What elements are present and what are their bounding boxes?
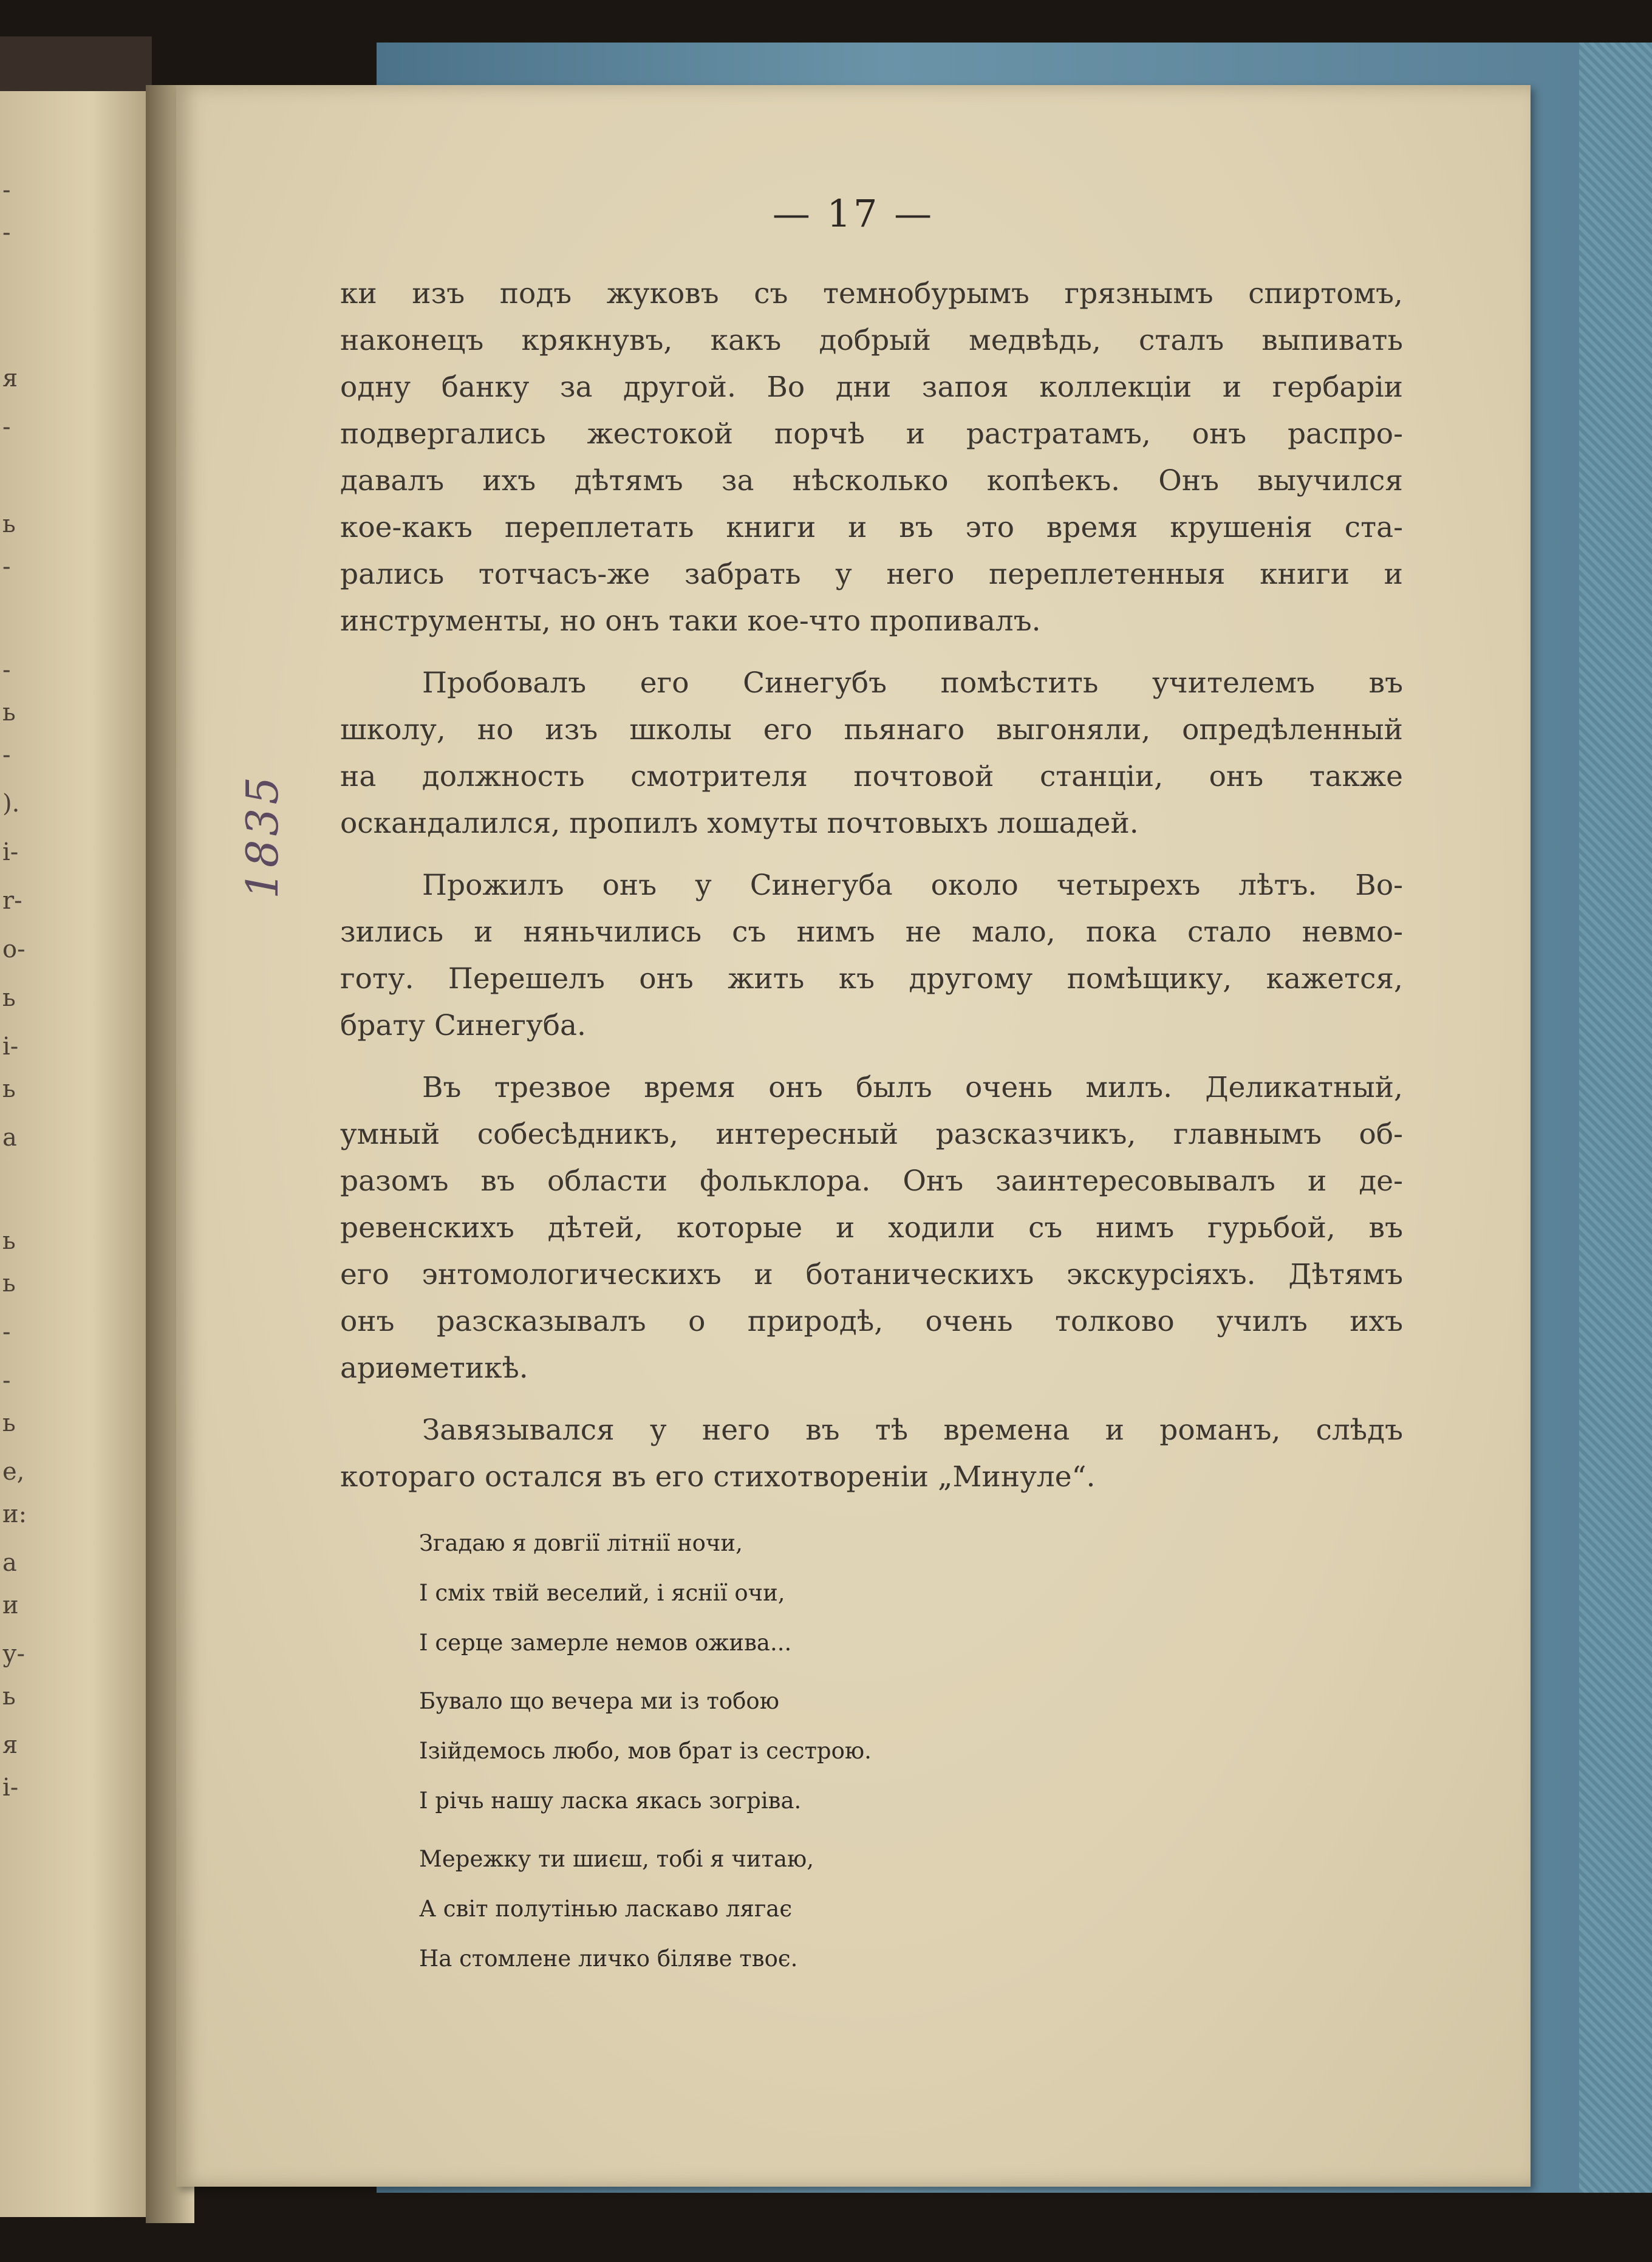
paragraph-gap	[340, 847, 1403, 862]
text-line: разомъ въ области фольклора. Онъ заинтересовывалъ и де-	[340, 1164, 1403, 1198]
left-page-fragment: у-	[2, 1640, 26, 1668]
paragraph	[340, 270, 1403, 644]
page-number: — 17 —	[772, 191, 935, 236]
text-line: оскандалился, пропилъ хомуты почтовыхъ лошадей.	[340, 807, 1139, 840]
poem-stanza	[419, 1519, 872, 1668]
left-page	[0, 91, 164, 2217]
stanza-gap	[419, 1826, 872, 1834]
poem-line: І сміх твій веселий, і яснії очи,	[419, 1580, 785, 1606]
text-line: брату Синегуба.	[340, 1009, 586, 1042]
left-page-fragment: -	[2, 1367, 11, 1395]
paragraph-gap	[340, 1392, 1403, 1407]
text-line: зились и няньчились съ нимъ не мало, пока стало невмо-	[340, 915, 1403, 949]
text-line: его энтомологическихъ и ботаническихъ экскурсіяхъ. Дѣтямъ	[340, 1258, 1403, 1291]
left-page-fragment: ь	[2, 699, 16, 726]
text-line: ки изъ подъ жуковъ съ темнобурымъ грязнымъ спиртомъ,	[340, 277, 1403, 310]
left-page-fragment: и:	[2, 1500, 27, 1528]
text-line: Въ трезвое время онъ былъ очень милъ. Деликатный,	[422, 1071, 1403, 1104]
paragraph	[340, 862, 1403, 1049]
poem-line: А світ полутінью ласкаво лягає	[419, 1896, 793, 1922]
left-page-fragment: ь	[2, 1409, 16, 1437]
left-page-fragment: -	[2, 176, 11, 204]
cover-board-edge	[1579, 43, 1652, 2193]
pencil-margin-note: 1835	[237, 773, 288, 899]
poem-line: Мережку ти шиєш, тобі я читаю,	[419, 1846, 814, 1872]
left-page-fragment: я	[2, 364, 18, 392]
left-page-fragment: r-	[2, 887, 22, 915]
body-text	[340, 270, 1403, 1500]
text-line: давалъ ихъ дѣтямъ за нѣсколько копѣекъ. Онъ выучился	[340, 464, 1403, 497]
left-page-fragment: i-	[2, 838, 19, 866]
text-line: Завязывался у него въ тѣ времена и романъ, слѣдъ	[422, 1413, 1403, 1447]
left-page-fragment: а	[2, 1549, 17, 1577]
poem-line: На стомлене личко біляве твоє.	[419, 1946, 798, 1972]
poem-line: І серце замерле немов ожива...	[419, 1630, 792, 1656]
paragraph-gap	[340, 1049, 1403, 1064]
poem-line: Згадаю я довгії літнії ночи,	[419, 1530, 743, 1556]
left-page-fragment: е,	[2, 1458, 25, 1486]
left-page-fragment: ь	[2, 1075, 16, 1103]
text-line: на должность смотрителя почтовой станціи, онъ также	[340, 760, 1403, 793]
text-line: подвергались жестокой порчѣ и растратамъ, онъ распро-	[340, 417, 1403, 451]
poem	[419, 1519, 872, 1984]
paragraph	[340, 1064, 1403, 1392]
poem-stanza	[419, 1676, 872, 1826]
left-page-fragment: і-	[2, 1774, 19, 1802]
text-line: ариѳметикѣ.	[340, 1351, 528, 1385]
text-line: умный собесѣдникъ, интересный разсказчикъ, главнымъ об-	[340, 1118, 1403, 1151]
text-line: ревенскихъ дѣтей, которые и ходили съ нимъ гурьбой, въ	[340, 1211, 1403, 1245]
poem-stanza	[419, 1834, 872, 1984]
poem-line: Ізійдемось любо, мов брат із сестрою.	[419, 1738, 872, 1764]
paragraph	[340, 660, 1403, 847]
text-line: Прожилъ онъ у Синегуба около четырехъ лѣтъ. Во-	[422, 869, 1403, 902]
left-page-fragment: ь	[2, 984, 16, 1012]
left-page-fragment: ь	[2, 510, 16, 538]
left-page-fragment: и	[2, 1591, 19, 1619]
text-line: Пробовалъ его Синегубъ помѣстить учителемъ въ	[422, 666, 1403, 700]
left-page-fragment: ь	[2, 1269, 16, 1297]
text-line: школу, но изъ школы его пьянаго выгоняли, опредѣленный	[340, 713, 1403, 747]
left-page-fragment: а	[2, 1124, 17, 1152]
left-page-fragment: -	[2, 1318, 11, 1346]
poem-line: І річь нашу ласка якась зогріва.	[419, 1788, 802, 1814]
text-line: кое-какъ переплетать книги и въ это время крушенія ста-	[340, 511, 1403, 544]
text-line: рались тотчасъ-же забрать у него переплетенныя книги и	[340, 558, 1403, 591]
left-page-fragment: ь	[2, 1227, 16, 1255]
left-page-fragment: i-	[2, 1033, 19, 1061]
poem-line: Бувало що вечера ми із тобою	[419, 1688, 779, 1714]
text-line: инструменты, но онъ таки кое-что пропивалъ.	[340, 604, 1041, 638]
stanza-gap	[419, 1668, 872, 1676]
paragraph-gap	[340, 644, 1403, 660]
paragraph	[340, 1407, 1403, 1500]
left-page-fragment: я	[2, 1731, 18, 1759]
left-page-fragment: ь	[2, 1683, 16, 1710]
left-page-fragment: -	[2, 553, 11, 581]
left-page-fragment: о-	[2, 935, 26, 963]
left-page-fragment: -	[2, 219, 11, 247]
text-line: онъ разсказывалъ о природѣ, очень толково училъ ихъ	[340, 1305, 1403, 1338]
left-page-fragment: -	[2, 741, 11, 769]
text-line: одну банку за другой. Во дни запоя коллекціи и гербаріи	[340, 371, 1403, 404]
text-line: котораго остался въ его стихотвореніи „Минуле“.	[340, 1460, 1096, 1494]
left-page-fragment: -	[2, 413, 11, 441]
left-page-fragment: ).	[2, 790, 20, 818]
text-line: готу. Перешелъ онъ жить къ другому помѣщику, кажется,	[340, 962, 1403, 996]
left-page-fragment: -	[2, 656, 11, 684]
text-line: наконецъ крякнувъ, какъ добрый медвѣдь, сталъ выпивать	[340, 324, 1403, 357]
